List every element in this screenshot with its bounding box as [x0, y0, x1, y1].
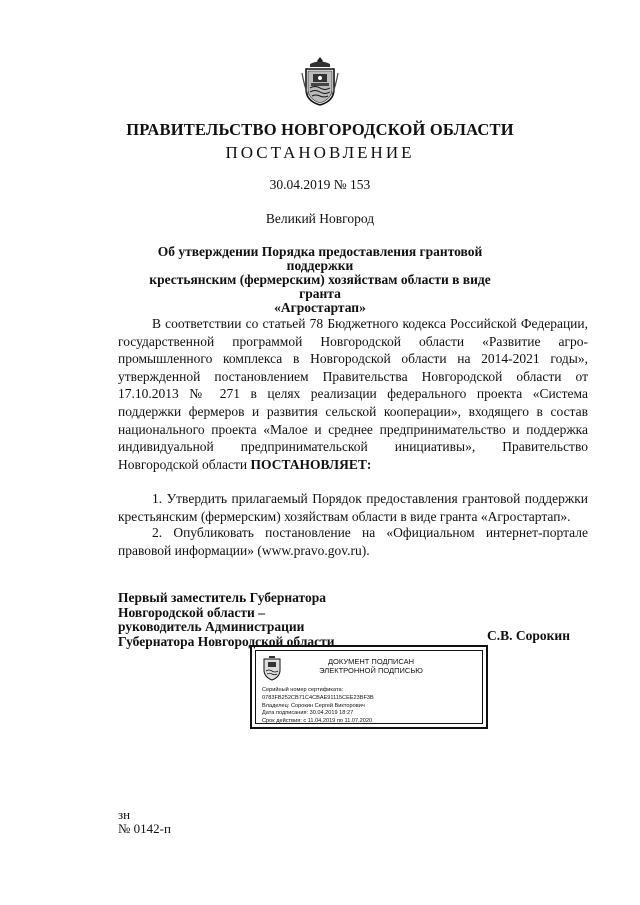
signer-line-3: руководитель Администрации — [118, 619, 305, 634]
subject-line-3: «Агростартап» — [274, 300, 366, 315]
resolves-keyword: ПОСТАНОВЛЯЕТ: — [250, 456, 372, 472]
signer-line-1: Первый заместитель Губернатора — [118, 590, 326, 605]
signer-name: С.В. Сорокин — [487, 628, 570, 643]
subject-line-1: Об утверждении Порядка предоставления грантовой поддержки — [157, 244, 483, 273]
stamp-title — [296, 657, 446, 675]
stamp-details — [262, 687, 374, 726]
stamp-cert-number: 0783FB252CB71C4CBAE91115CEE23BF3B — [262, 694, 374, 701]
government-title: ПРАВИТЕЛЬСТВО НОВГОРОДСКОЙ ОБЛАСТИ — [126, 120, 514, 139]
date-and-number: 30.04.2019 № 153 — [269, 177, 371, 192]
stamp-coat-of-arms-icon — [261, 655, 283, 681]
signer-position — [118, 591, 335, 649]
stamp-validity: Срок действия: с 11.04.2019 по 11.07.2020 — [262, 718, 373, 725]
stamp-title-line-1: ДОКУМЕНТ ПОДПИСАН — [327, 657, 415, 666]
stamp-inner-frame — [255, 650, 483, 724]
stamp-signed-date: Дата подписания: 30.04.2019 18:27 — [262, 710, 354, 717]
document-subject — [130, 245, 510, 315]
subject-line-2: крестьянским (фермерским) хозяйствам области в виде гранта — [149, 272, 491, 301]
item-2: 2. Опубликовать постановление на «Официальном интернет-портале правовой информации» (www.pravo.gov.ru). — [118, 525, 588, 558]
coat-of-arms-icon — [300, 55, 340, 107]
preamble-paragraph — [118, 315, 588, 473]
stamp-owner: Владелец: Сорокин Сергей Викторович — [262, 702, 365, 709]
signer-line-2: Новгородской области – — [118, 604, 265, 620]
stamp-title-line-2: ЭЛЕКТРОННОЙ ПОДПИСЬЮ — [319, 666, 423, 675]
footer-line-1: зн — [118, 807, 131, 822]
city: Великий Новгород — [265, 211, 375, 226]
stamp-cert-label: Серийный номер сертификата: — [262, 687, 344, 693]
signer-line-4: Губернатора Новгородской области — [118, 633, 335, 649]
electronic-signature-stamp — [250, 645, 488, 729]
item-1: 1. Утвердить прилагаемый Порядок предоставления грантовой поддержки крестьянским (фермерским) хозяйствам области в виде гранта «Агростартап». — [118, 491, 588, 524]
document-type: ПОСТАНОВЛЕНИЕ — [225, 143, 415, 162]
footer-registration — [118, 808, 171, 836]
footer-line-2: № 0142-п — [118, 821, 171, 836]
preamble-text: В соответствии со статьей 78 Бюджетного кодекса Российской Федерации, государственной программой Новгородской области «Развитие агро-промышленного комплекса в Новгородской области на 2014-2021 годы», утвержденной постановлением Правительства Новгородской области от 17.10.2013 № 271 в целях реализации федерального проекта «Система поддержки фермеров и развития сельской кооперации», входящего в состав национального проекта «Малое и среднее предпринимательство и поддержка индивидуальной предпринимательской инициативы», Правительство Новгородской области — [118, 316, 588, 472]
